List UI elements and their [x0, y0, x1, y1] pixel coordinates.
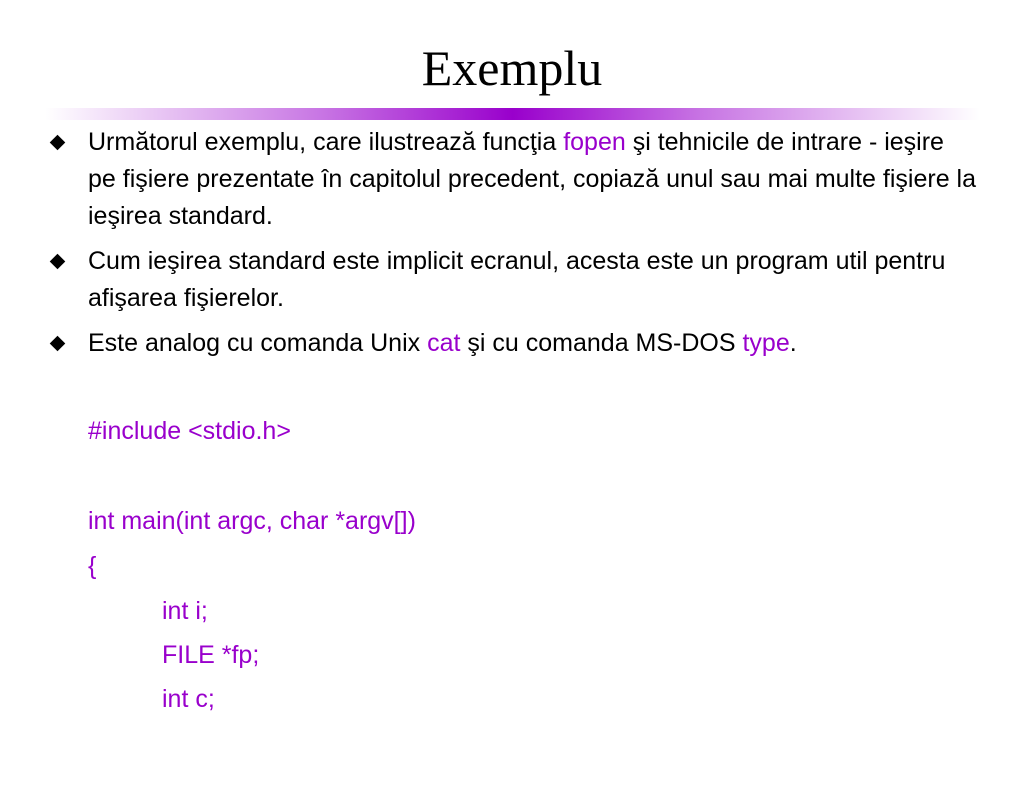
- code-line-int-i: int i;: [162, 597, 208, 625]
- title-divider: [45, 108, 980, 120]
- code-line-include: #include <stdio.h>: [88, 417, 291, 445]
- bullet-item-1: [88, 124, 978, 235]
- bullet-text: şi tehnicile de intrare - ieşire pe fişiere prezentate în capitolul precedent, copiază unul sau mai multe fişiere la ieşirea standard.: [88, 128, 977, 230]
- bullet-text: Cum ieşirea standard este implicit ecranul, acesta este un program util pentru afişarea fişierelor.: [88, 247, 946, 312]
- keyword-type: type: [742, 329, 790, 357]
- code-line-main: int main(int argc, char *argv[]): [88, 507, 416, 535]
- keyword-fopen: fopen: [563, 128, 626, 156]
- code-line-open-brace: {: [88, 552, 97, 580]
- bullet-diamond-icon: [50, 336, 66, 352]
- bullet-diamond-icon: [50, 135, 66, 151]
- bullet-text: Următorul exemplu, care ilustrează funcţia: [88, 128, 564, 156]
- bullet-text: .: [789, 329, 797, 357]
- bullet-item-3: [88, 325, 978, 362]
- bullet-text: şi cu comanda MS-DOS: [460, 329, 743, 357]
- bullet-diamond-icon: [50, 254, 66, 270]
- slide-title: Exemplu: [421, 40, 603, 96]
- bullet-item-2: [88, 243, 978, 317]
- keyword-cat: cat: [427, 329, 461, 357]
- code-line-file-fp: FILE *fp;: [162, 641, 260, 669]
- bullet-text: Este analog cu comanda Unix: [88, 329, 428, 357]
- code-line-int-c: int c;: [162, 685, 215, 713]
